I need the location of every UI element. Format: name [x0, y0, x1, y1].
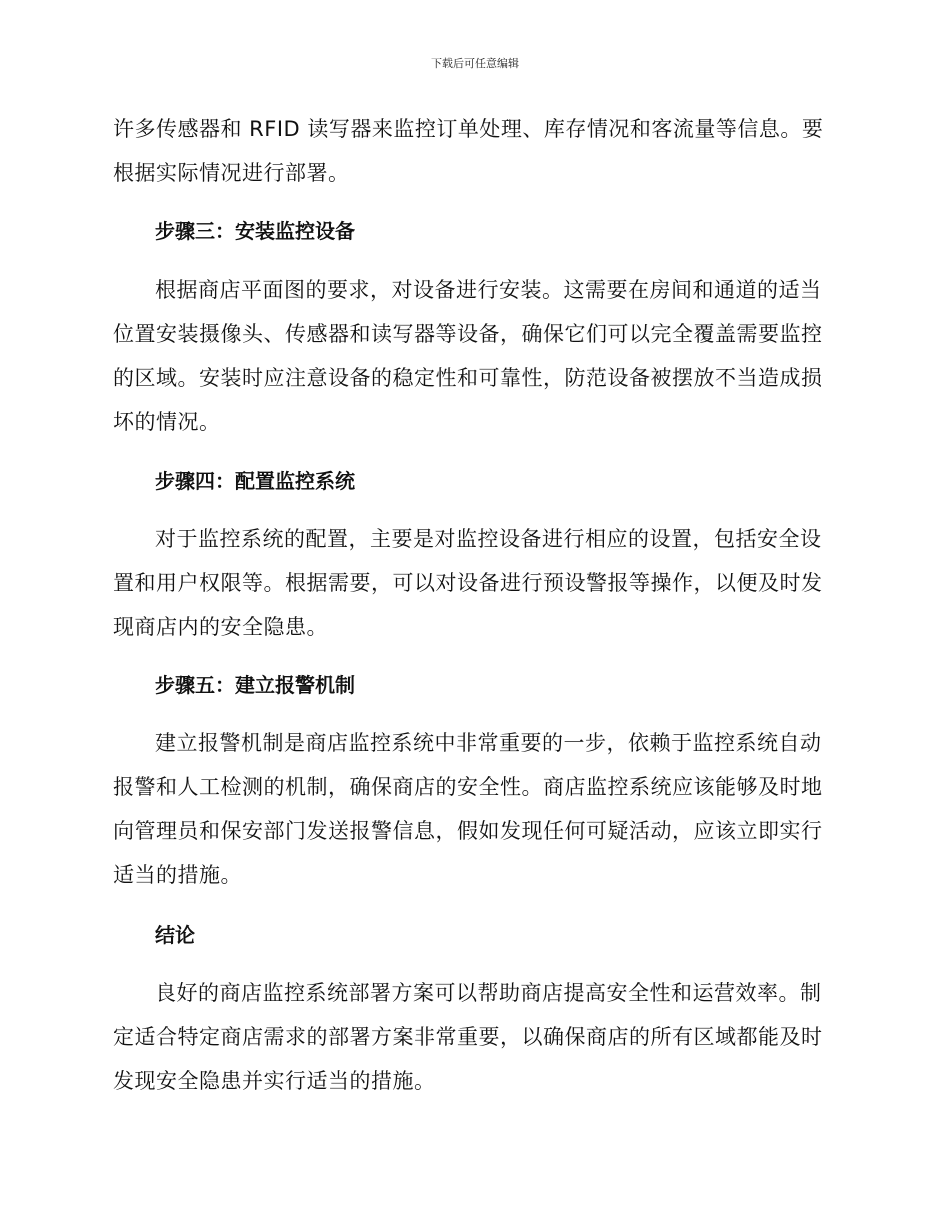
page-header: 下载后可任意编辑 — [431, 57, 519, 70]
step4-paragraph: 对于监控系统的配置，主要是对监控设备进行相应的设置，包括安全设置和用户权限等。根据需要，可以对设备进行预设警报等操作，以便及时发现商店内的安全隐患。 — [113, 527, 823, 639]
conclusion-paragraph: 良好的商店监控系统部署方案可以帮助商店提高安全性和运营效率。制定适合特定商店需求的部署方案非常重要，以确保商店的所有区域都能及时发现安全隐患并实行适当的措施。 — [113, 981, 823, 1093]
intro-continued-paragraph: 许多传感器和 RFID 读写器来监控订单处理、库存情况和客流量等信息。要根据实际情况进行部署。 — [113, 117, 824, 185]
step4-heading: 步骤四：配置监控系统 — [155, 469, 355, 493]
step3-heading: 步骤三：安装监控设备 — [155, 219, 355, 243]
step5-heading: 步骤五：建立报警机制 — [155, 673, 355, 697]
step5-paragraph: 建立报警机制是商店监控系统中非常重要的一步，依赖于监控系统自动报警和人工检测的机制，确保商店的安全性。商店监控系统应该能够及时地向管理员和保安部门发送报警信息，假如发现任何可疑活动，应该立即实行适当的措施。 — [113, 731, 823, 887]
conclusion-heading: 结论 — [155, 923, 195, 947]
step3-paragraph: 根据商店平面图的要求，对设备进行安装。这需要在房间和通道的适当位置安装摄像头、传感器和读写器等设备，确保它们可以完全覆盖需要监控的区域。安装时应注意设备的稳定性和可靠性，防范设备被摆放不当造成损坏的情况。 — [113, 278, 823, 434]
